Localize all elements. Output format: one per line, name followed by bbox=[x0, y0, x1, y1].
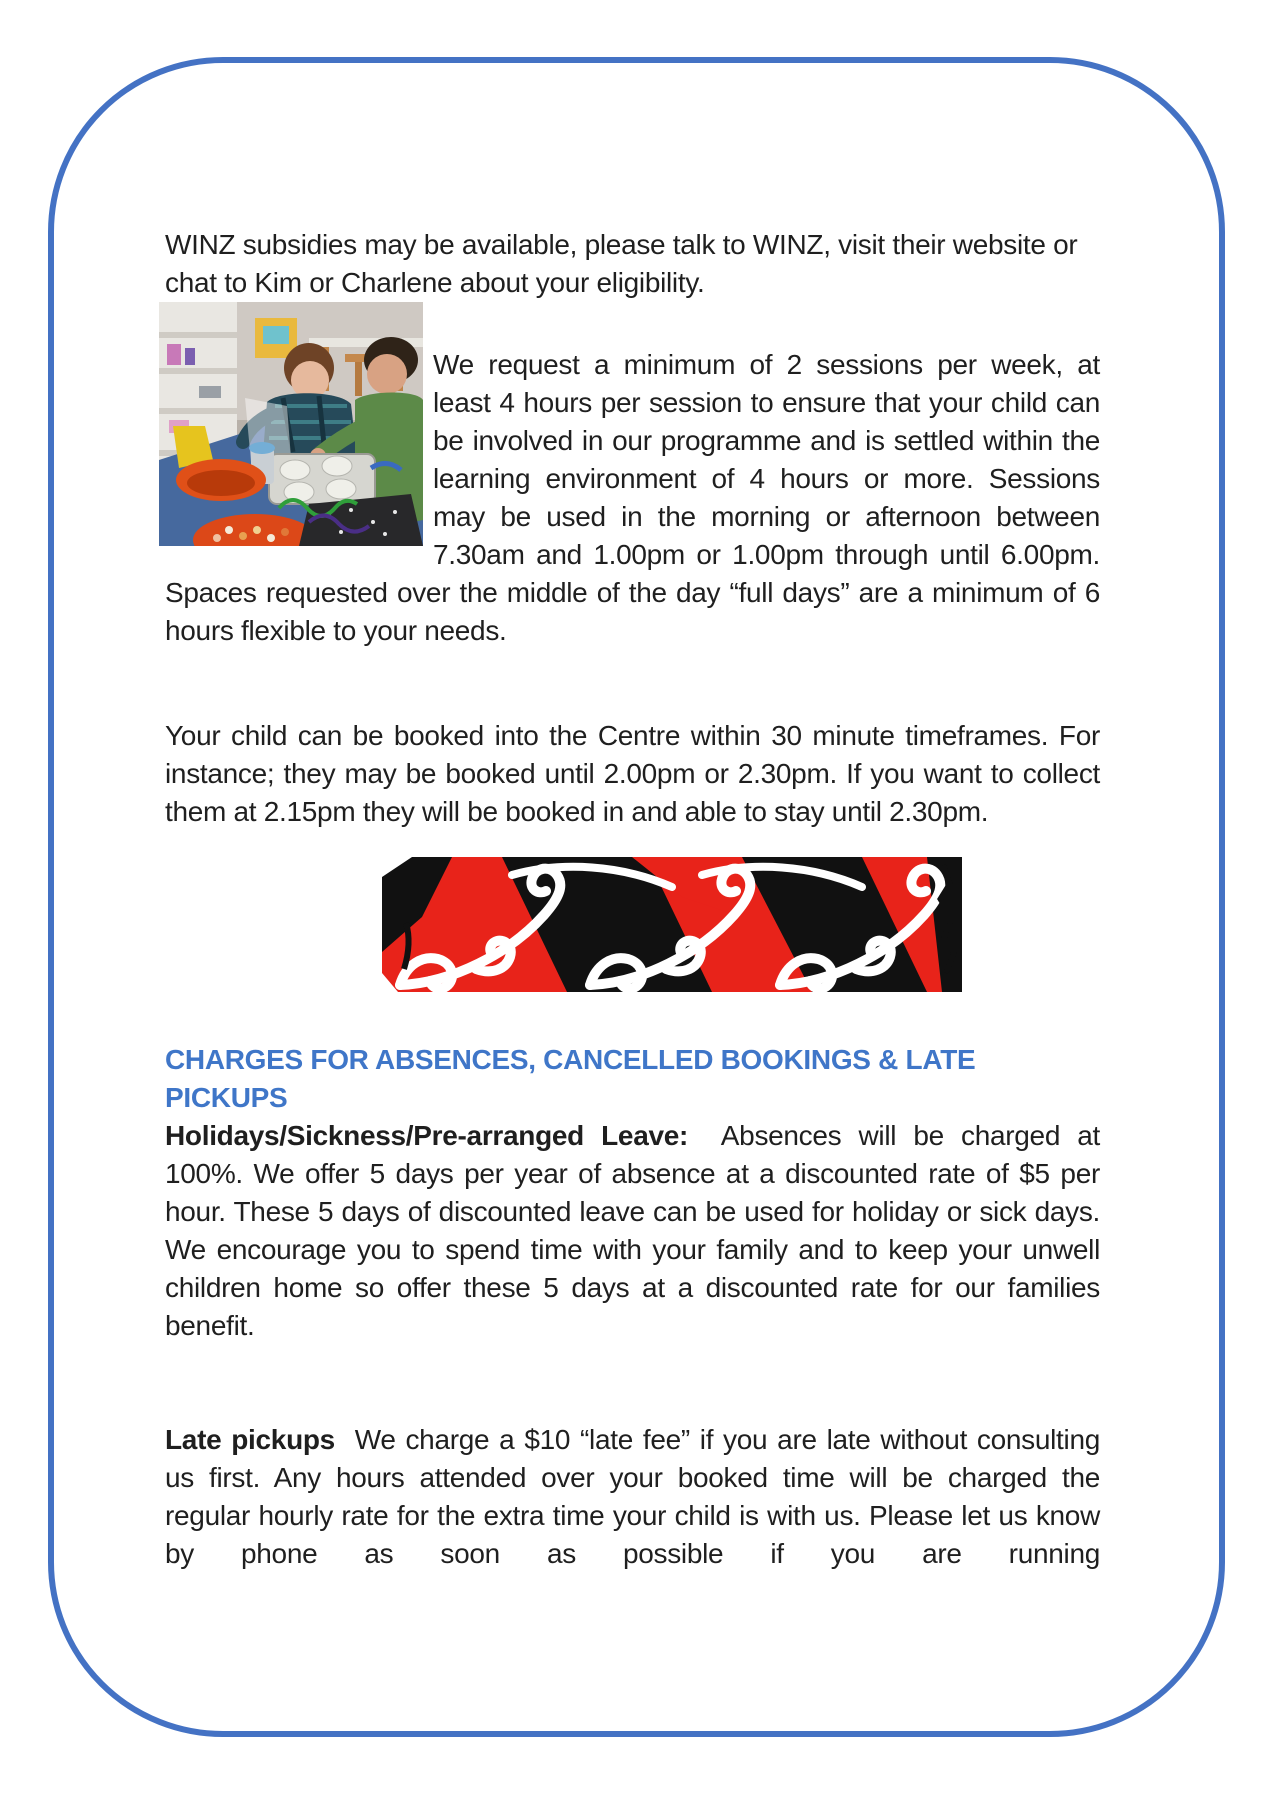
sessions-text: We request a minimum of 2 sessions per week, at least 4 hours per session to ensure that your child can be involved in our programme and is settled within the learning environment of 4 hours or more. Sessions may be used in the morning or afternoon between 7.30am and 1.00pm or 1.00pm through until 6.00pm. Spaces requested over the middle of the day “full days” are a minimum of 6 hours flexible to your needs. bbox=[165, 349, 1100, 646]
kowhaiwhai-pattern-band bbox=[382, 857, 962, 992]
holidays-text: Absences will be charged at 100%. We offer 5 days per year of absence at a discounted rate of $5 per hour. These 5 days of discounted leave can be used for holiday or sick days. We encourage you to spend time with your family and to keep your unwell children home so offer these 5 days at a discounted rate for our families benefit. bbox=[165, 1120, 1100, 1341]
children-craft-photo-illustration bbox=[159, 302, 423, 546]
late-pickups-paragraph bbox=[165, 1421, 1100, 1573]
winz-paragraph: WINZ subsidies may be available, please talk to WINZ, visit their website or chat to Kim or Charlene about your eligibility. bbox=[165, 229, 1078, 298]
booking-paragraph: Your child can be booked into the Centre within 30 minute timeframes. For instance; they may be booked until 2.00pm or 2.30pm. If you want to collect them at 2.15pm they will be booked in and able to stay until 2.30pm. bbox=[165, 720, 1100, 827]
kowhaiwhai-pattern-illustration bbox=[382, 857, 962, 992]
sessions-paragraph bbox=[165, 302, 1100, 650]
late-pickups-lead-label: Late pickups bbox=[165, 1424, 335, 1455]
late-pickups-text: We charge a $10 “late fee” if you are late without consulting us first. Any hours attended over your booked time will be charged the regular hourly rate for the extra time your child is with us. Please let us know by phone as soon as possible if you are running bbox=[165, 1424, 1101, 1569]
holidays-paragraph bbox=[165, 1117, 1100, 1345]
children-craft-photo bbox=[159, 302, 423, 546]
charges-section-heading: CHARGES FOR ABSENCES, CANCELLED BOOKINGS & LATE PICKUPS bbox=[165, 1044, 976, 1113]
holidays-lead-label: Holidays/Sickness/Pre-arranged Leave: bbox=[165, 1120, 689, 1151]
page-content bbox=[165, 226, 1100, 1573]
